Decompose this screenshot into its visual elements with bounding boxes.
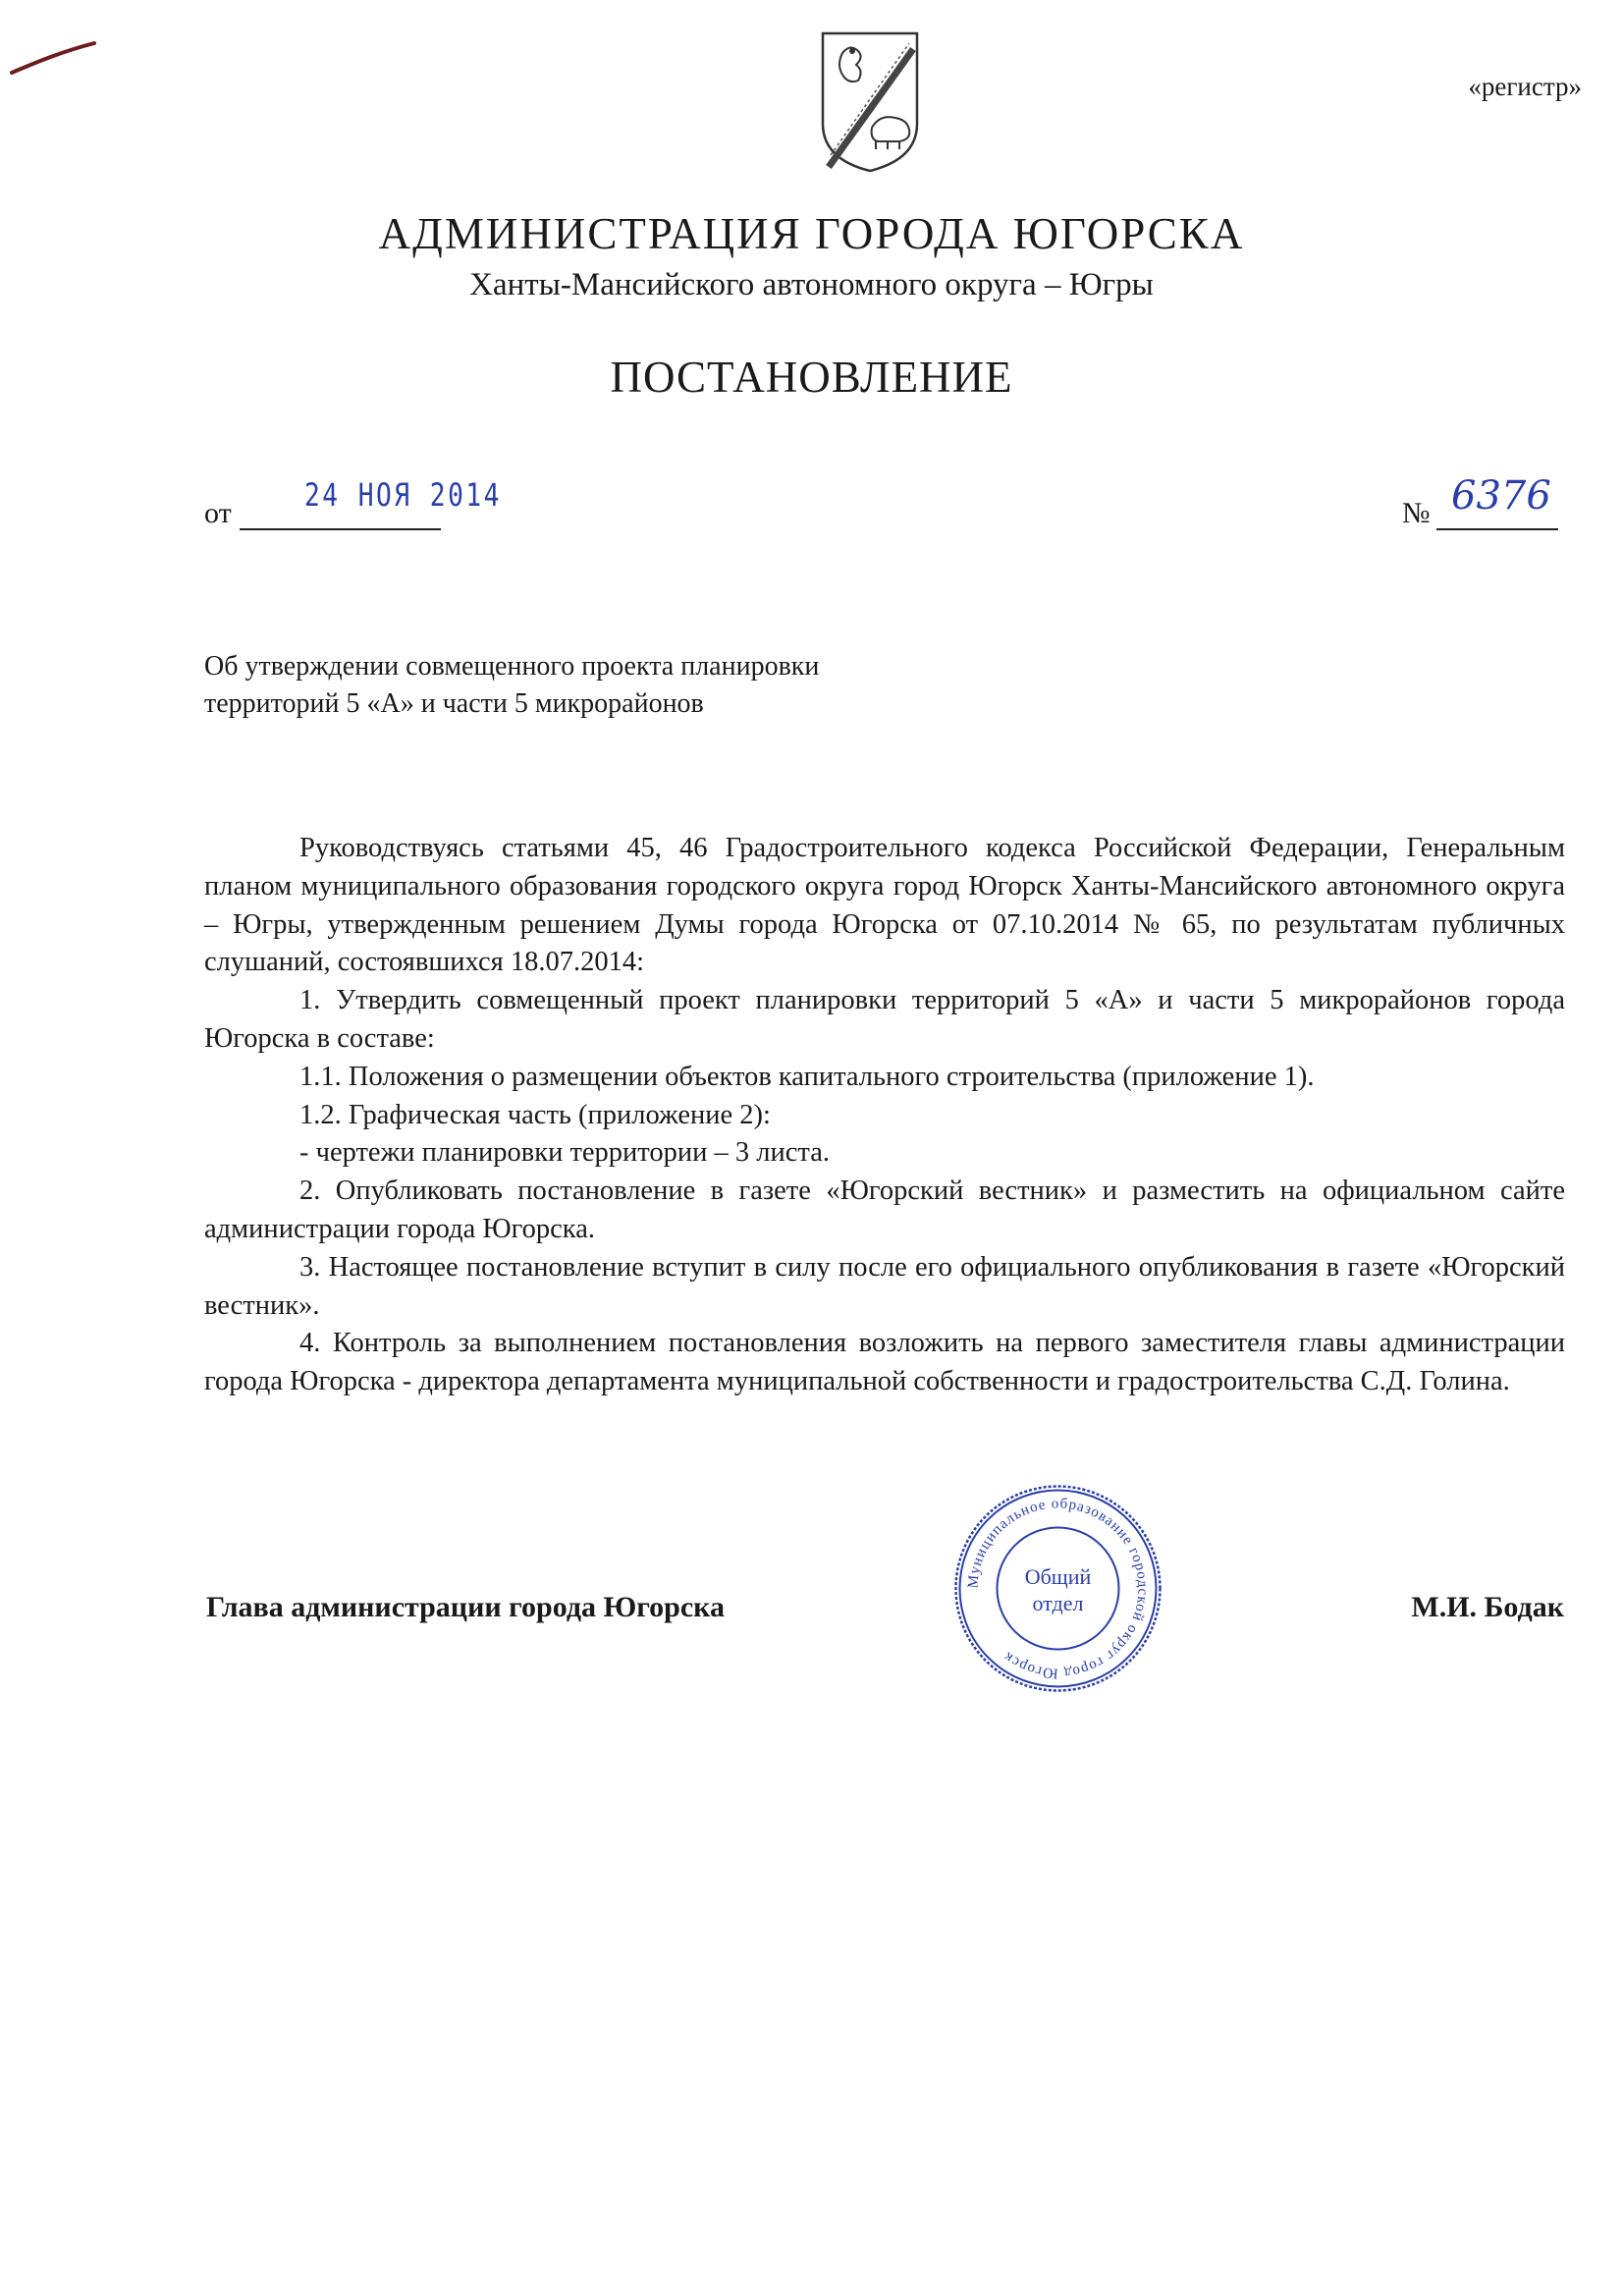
pen-mark	[10, 39, 96, 79]
coat-of-arms-icon	[819, 29, 921, 175]
organization-title: АДМИНИСТРАЦИЯ ГОРОДА ЮГОРСКА	[378, 209, 1245, 258]
seal-ring-text: Муниципальное образование городской округ город Югорск	[965, 1496, 1151, 1681]
document-number: 6376	[1451, 473, 1551, 519]
body-paragraph: - чертежи планировки территории – 3 листа.	[299, 1137, 830, 1169]
date-stamp: 24 НОЯ 2014	[304, 476, 502, 514]
body-paragraph: Руководствуясь статьями 45, 46 Градостроительного кодекса Российской Федерации, Генеральным планом муниципального образования городского округа город Югорск Ханты-Мансийского автономного округа – Югры, утвержденным решением Думы города Югорска от 07.10.2014 № 65, по результатам публичных слушаний, состоявшихся 18.07.2014:	[204, 833, 1565, 978]
document-type: ПОСТАНОВЛЕНИЕ	[610, 353, 1013, 402]
organization-subtitle: Ханты-Мансийского автономного округа – Югры	[469, 267, 1154, 302]
registry-mark: «регистр»	[1468, 72, 1582, 101]
body-paragraph: 2. Опубликовать постановление в газете «Югорский вестник» и разместить на официальном сайте администрации города Югорска.	[204, 1175, 1565, 1244]
signatory-name: М.И. Бодак	[1411, 1591, 1564, 1623]
document-body	[204, 830, 1565, 1401]
body-paragraph: 3. Настоящее постановление вступит в силу после его официального опубликования в газете «Югорский вестник».	[204, 1251, 1565, 1321]
date-label: от	[204, 497, 232, 529]
seal-center-text: Общий	[1024, 1564, 1092, 1589]
number-label: №	[1402, 497, 1431, 529]
document-subject	[204, 648, 819, 723]
body-paragraph: 4. Контроль за выполнением постановления возложить на первого заместителя главы администрации города Югорска - директора департамента муниципальной собственности и градостроительства С.Д. Голина.	[204, 1328, 1565, 1397]
body-paragraph: 1.2. Графическая часть (приложение 2):	[299, 1099, 771, 1130]
signatory-title: Глава администрации города Югорска	[206, 1591, 726, 1623]
subject-line: территорий 5 «А» и части 5 микрорайонов	[204, 688, 704, 719]
subject-line: Об утверждении совмещенного проекта планировки	[204, 651, 820, 682]
body-paragraph: 1. Утвердить совмещенный проект планировки территорий 5 «А» и части 5 микрорайонов города Югорска в составе:	[204, 985, 1565, 1054]
official-seal-icon	[952, 1483, 1163, 1694]
seal-center-text: отдел	[1032, 1591, 1084, 1615]
body-paragraph: 1.1. Положения о размещении объектов капитального строительства (приложение 1).	[299, 1061, 1315, 1092]
